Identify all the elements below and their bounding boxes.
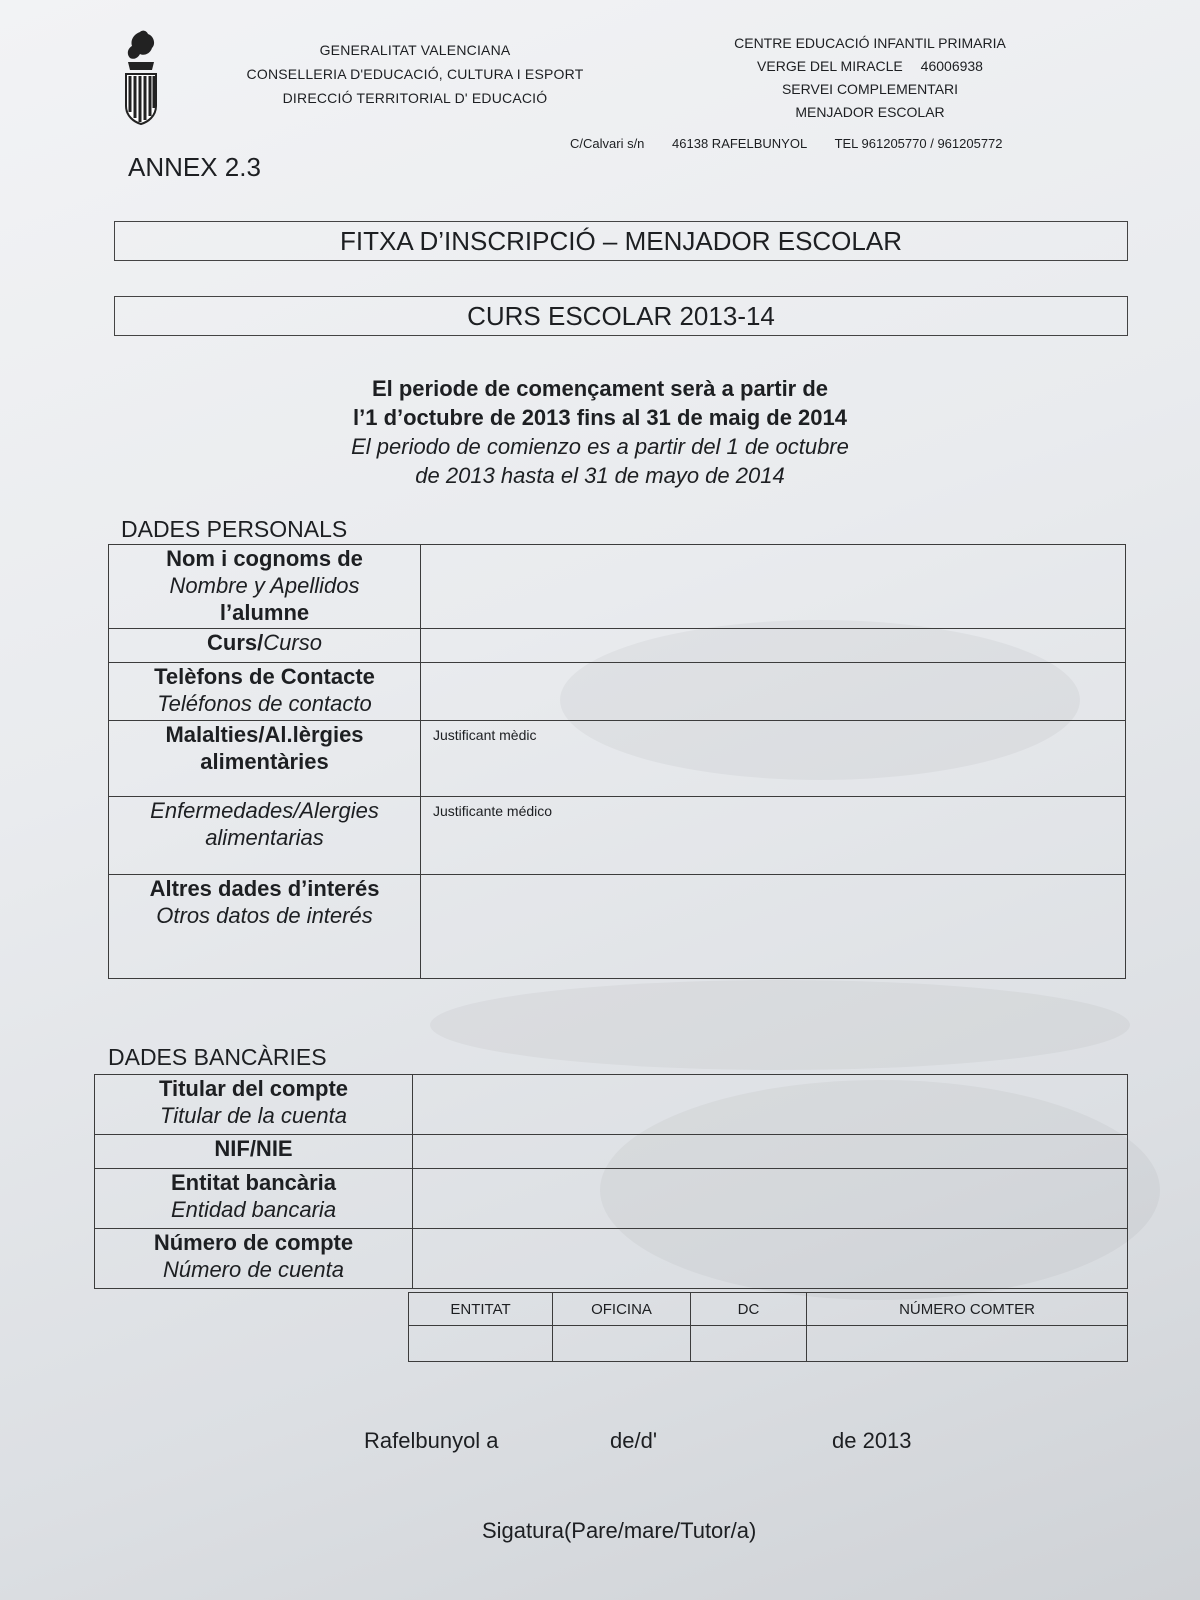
allergies-note: Justificant mèdic xyxy=(433,727,537,743)
col-numero: NÚMERO COMTER xyxy=(807,1293,1128,1326)
header-school-code: 46006938 xyxy=(920,58,983,74)
other-field[interactable] xyxy=(421,875,1126,979)
header-conselleria: CONSELLERIA D'EDUCACIÓ, CULTURA I ESPORT xyxy=(246,66,584,82)
col-dc: DC xyxy=(691,1293,807,1326)
header-school-name: VERGE DEL MIRACLE xyxy=(757,58,903,74)
allergies-label-es-1: Enfermedades/Alergies xyxy=(150,798,379,823)
allergies-es-label xyxy=(109,797,421,875)
nif-field[interactable] xyxy=(413,1135,1128,1169)
generalitat-logo xyxy=(120,28,162,126)
holder-label xyxy=(95,1075,413,1135)
header-right xyxy=(700,32,1040,124)
table-row xyxy=(95,1229,1128,1289)
table-row xyxy=(109,797,1126,875)
table-row xyxy=(109,721,1126,797)
header-direccio: DIRECCIÓ TERRITORIAL D' EDUCACIÓ xyxy=(282,90,548,106)
table-row xyxy=(95,1075,1128,1135)
account-label-es: Número de cuenta xyxy=(163,1257,344,1282)
bank-data-table xyxy=(94,1074,1128,1289)
nif-label xyxy=(95,1135,413,1169)
header-centre: CENTRE EDUCACIÓ INFANTIL PRIMARIA xyxy=(734,35,1006,51)
name-label xyxy=(109,545,421,629)
other-label-es: Otros datos de interés xyxy=(156,903,373,928)
date-place: Rafelbunyol a xyxy=(364,1428,499,1453)
allergies-label-es-2: alimentarias xyxy=(205,825,324,850)
allergies-label xyxy=(109,721,421,797)
course-title: CURS ESCOLAR 2013-14 xyxy=(114,296,1128,336)
account-label xyxy=(95,1229,413,1289)
form-title: FITXA D’INSCRIPCIÓ – MENJADOR ESCOLAR xyxy=(114,221,1128,261)
personal-data-table xyxy=(108,544,1126,979)
name-label-es: Nombre y Apellidos xyxy=(169,573,360,598)
entitat-field[interactable] xyxy=(409,1326,553,1362)
phones-label-ca: Telèfons de Contacte xyxy=(154,664,375,689)
table-row xyxy=(95,1135,1128,1169)
table-row xyxy=(409,1293,1128,1326)
table-row xyxy=(409,1326,1128,1362)
allergies-es-note: Justificante médico xyxy=(433,803,553,819)
course-field[interactable] xyxy=(421,629,1126,663)
table-row xyxy=(109,663,1126,721)
name-field[interactable] xyxy=(421,545,1126,629)
header-generalitat: GENERALITAT VALENCIANA xyxy=(319,42,511,58)
course-label xyxy=(109,629,421,663)
allergies-label-ca-1: Malalties/Al.lèrgies xyxy=(165,722,364,747)
numero-field[interactable] xyxy=(807,1326,1128,1362)
course-label-es: Curso xyxy=(263,630,322,655)
col-oficina: OFICINA xyxy=(553,1293,691,1326)
period-line-3: El periodo de comienzo es a partir del 1 de octubre xyxy=(351,434,849,459)
header-left xyxy=(195,38,635,110)
table-row xyxy=(109,545,1126,629)
allergies-label-ca-2: alimentàries xyxy=(200,749,329,774)
name-label-ca-2: l’alumne xyxy=(219,600,310,625)
account-number-grid xyxy=(408,1292,1128,1362)
phones-label-es: Teléfonos de contacto xyxy=(157,691,372,716)
signature-label: Sigatura(Pare/mare/Tutor/a) xyxy=(482,1518,757,1543)
period-line-2: l’1 d’octubre de 2013 fins al 31 de maig de 2014 xyxy=(353,405,847,430)
period-text xyxy=(300,374,900,490)
table-row xyxy=(109,629,1126,663)
oficina-field[interactable] xyxy=(553,1326,691,1362)
header-menjador: MENJADOR ESCOLAR xyxy=(795,104,945,120)
period-line-1: El periode de començament serà a partir de xyxy=(371,376,829,401)
address-city: 46138 RAFELBUNYOL xyxy=(672,136,808,151)
holder-label-es: Titular de la cuenta xyxy=(160,1103,347,1128)
entity-label-es: Entidad bancaria xyxy=(170,1197,337,1222)
phones-label xyxy=(109,663,421,721)
phones-field[interactable] xyxy=(421,663,1126,721)
account-label-ca: Número de compte xyxy=(153,1230,354,1255)
dc-field[interactable] xyxy=(691,1326,807,1362)
address-phone: TEL 961205770 / 961205772 xyxy=(834,136,1003,151)
holder-label-ca: Titular del compte xyxy=(158,1076,349,1101)
entity-label-ca: Entitat bancària xyxy=(170,1170,337,1195)
col-entitat: ENTITAT xyxy=(409,1293,553,1326)
address-street: C/Calvari s/n xyxy=(570,136,645,151)
account-field[interactable] xyxy=(413,1229,1128,1289)
nif-label-text: NIF/NIE xyxy=(214,1136,293,1161)
allergies-es-field[interactable] xyxy=(421,797,1126,875)
entity-label xyxy=(95,1169,413,1229)
other-label xyxy=(109,875,421,979)
allergies-field[interactable] xyxy=(421,721,1126,797)
paper-crease xyxy=(430,980,1130,1070)
header-servei: SERVEI COMPLEMENTARI xyxy=(781,81,959,97)
date-year: de 2013 xyxy=(832,1428,912,1453)
address-line xyxy=(570,136,1027,151)
table-row xyxy=(95,1169,1128,1229)
entity-field[interactable] xyxy=(413,1169,1128,1229)
personal-section-title: DADES PERSONALS xyxy=(121,516,348,542)
bank-section-title: DADES BANCÀRIES xyxy=(108,1044,327,1070)
header-school-line xyxy=(700,55,1040,78)
name-label-ca: Nom i cognoms de xyxy=(166,546,363,571)
date-month: de/d' xyxy=(610,1428,658,1453)
other-label-ca: Altres dades d’interés xyxy=(149,876,380,901)
holder-field[interactable] xyxy=(413,1075,1128,1135)
period-line-4: de 2013 hasta el 31 de mayo de 2014 xyxy=(415,463,785,488)
course-label-ca: Curs/ xyxy=(207,630,264,655)
annex-label: ANNEX 2.3 xyxy=(128,152,261,182)
table-row xyxy=(109,875,1126,979)
